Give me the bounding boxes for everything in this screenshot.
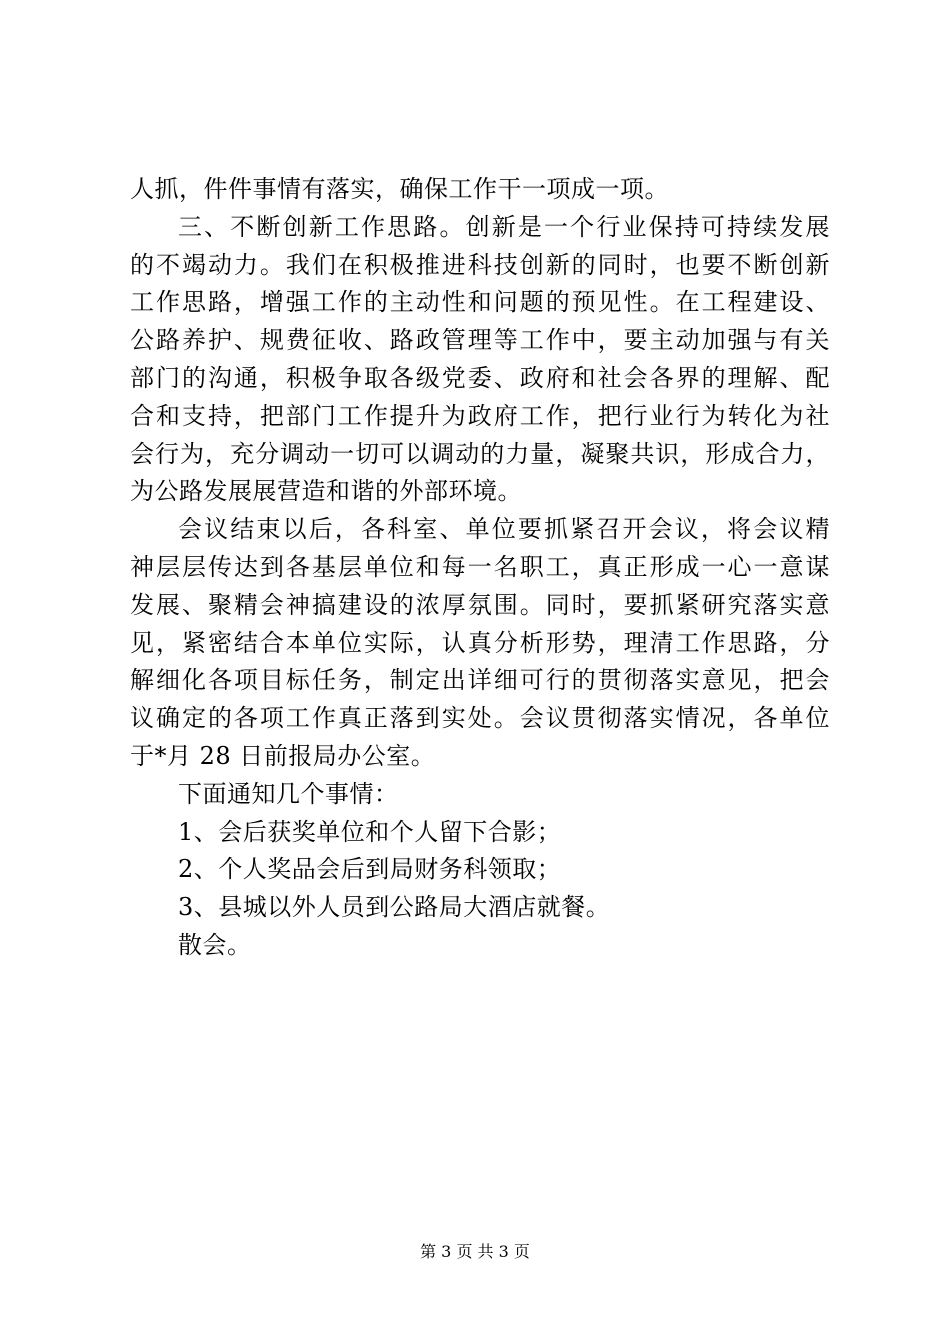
text-line: 会行为，充分调动一切可以调动的力量，凝聚共识，形成合力， [130,439,830,468]
text-line: 三、不断创新工作思路。创新是一个行业保持可持续发展 [178,212,830,241]
text-line: 下面通知几个事情： [178,779,399,808]
text-line: 1、会后获奖单位和个人留下合影； [178,817,562,846]
text-line: 人抓，件件事情有落实，确保工作干一项成一项。 [130,175,669,203]
text-line: 解细化各项目标任务，制定出详细可行的贯彻落实意见，把会 [130,666,830,695]
text-line: 发展、聚精会神搞建设的浓厚氛围。同时，要抓紧研究落实意 [130,590,830,619]
text-line: 于*月 28 日前报局办公室。 [130,741,436,770]
text-line: 部门的沟通，积极争取各级党委、政府和社会各界的理解、配 [130,363,830,392]
document-body [130,171,830,965]
text-line: 的不竭动力。我们在积极推进科技创新的同时，也要不断创新 [130,250,830,279]
text-line: 议确定的各项工作真正落到实处。会议贯彻落实情况，各单位 [130,704,830,733]
text-line: 3、县城以外人员到公路局大酒店就餐。 [178,893,611,922]
text-line: 合和支持，把部门工作提升为政府工作，把行业行为转化为社 [130,401,830,430]
text-line: 会议结束以后，各科室、单位要抓紧召开会议，将会议精 [178,515,830,544]
text-line: 2、个人奖品会后到局财务科领取； [178,855,562,884]
text-line: 为公路发展展营造和谐的外部环境。 [130,477,522,506]
text-line: 公路养护、规费征收、路政管理等工作中，要主动加强与有关 [130,326,830,355]
text-line: 工作思路，增强工作的主动性和问题的预见性。在工程建设、 [130,288,830,317]
text-line: 散会。 [178,930,252,959]
page-number-footer: 第 3 页 共 3 页 [420,1242,530,1261]
text-line: 神层层传达到各基层单位和每一名职工，真正形成一心一意谋 [130,552,830,581]
text-line: 见，紧密结合本单位实际，认真分析形势，理清工作思路，分 [130,628,830,657]
